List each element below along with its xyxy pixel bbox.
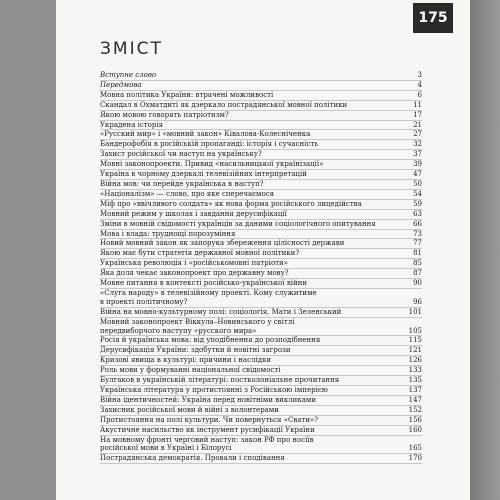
toc-entry-page: 39 xyxy=(413,160,422,169)
toc-entry-page: 63 xyxy=(413,209,422,218)
toc-entry-page: 105 xyxy=(408,326,422,335)
toc-entry-title: Війна мов: чи перейде українська в наступ? xyxy=(100,179,264,188)
toc-entry xyxy=(100,230,422,240)
toc-entry-title: Мовне питання в контексті російсько-української війни xyxy=(100,279,307,288)
toc-entry-title: Протистояння на полі культури. Чи повернуться «Свати»? xyxy=(100,415,319,424)
toc-entry-page: 152 xyxy=(408,405,422,414)
toc-entry-page: 27 xyxy=(413,130,422,139)
toc-entry-page: 3 xyxy=(417,71,422,79)
toc-entry xyxy=(100,220,422,230)
toc-entry-title: Мовний режим у школах і завдання дерусифікації xyxy=(100,209,287,218)
toc-entry xyxy=(100,396,422,406)
toc-entry-page: 87 xyxy=(413,269,422,278)
toc-entry xyxy=(100,190,422,200)
toc-entry-page: 126 xyxy=(408,356,422,365)
toc-entry xyxy=(100,289,422,308)
toc-entry-page: 101 xyxy=(408,307,422,316)
toc-entry xyxy=(100,180,422,190)
toc-entry-page: 77 xyxy=(413,239,422,248)
toc-entry-title: Мова і влада: труднощі порозуміння xyxy=(100,229,236,238)
page-title: ЗМІСТ xyxy=(100,39,163,59)
toc-entry-title: Кризові явища в культурі: причини і наслідки xyxy=(100,356,272,365)
toc-entry-title: Україна в чорному дзеркалі телевізійних інтерпретацій xyxy=(100,170,307,179)
toc-entry-title: Захист російської чи наступ на українську? xyxy=(100,150,262,159)
toc-entry-title: Українська революція і «російськомовні патріоти» xyxy=(100,259,288,268)
toc-entry-title: Якою мовою говорять патріотизм? xyxy=(100,110,229,119)
toc-entry-page: 50 xyxy=(413,179,422,188)
toc-entry xyxy=(100,101,422,111)
toc-entry xyxy=(100,160,422,170)
toc-entry xyxy=(100,346,422,356)
toc-entry-title: Зміни в мовній свідомості українців за даними соціологічного опитування xyxy=(100,219,376,228)
toc-entry-title: Передмова xyxy=(100,80,142,89)
toc-entry-title: «Слуга народу» в телевізійному проекті. Кому служитиме в проекті політичному? xyxy=(100,288,317,306)
table-of-contents xyxy=(100,71,422,464)
page-edge xyxy=(470,0,500,500)
toc-entry-page: 160 xyxy=(408,425,422,434)
toc-entry-title: Яка доля чекає законопроект про державну мову? xyxy=(100,269,289,278)
toc-entry-page: 17 xyxy=(413,110,422,119)
toc-entry-page: 73 xyxy=(413,229,422,238)
toc-entry xyxy=(100,249,422,259)
toc-entry-title: Украдена історія xyxy=(100,120,163,129)
toc-entry xyxy=(100,121,422,131)
toc-entry-title: Дерусифікація України: здобутки й новітні загрози xyxy=(100,346,291,355)
toc-entry-page: 165 xyxy=(408,444,422,453)
toc-entry xyxy=(100,406,422,416)
toc-entry-page: 6 xyxy=(417,90,422,99)
toc-entry xyxy=(100,239,422,249)
toc-entry-title: «Націоналізм» — слово, про яке сперечаємося xyxy=(100,189,275,198)
toc-entry-page: 66 xyxy=(413,219,422,228)
toc-entry xyxy=(100,366,422,376)
toc-entry-page: 156 xyxy=(408,415,422,424)
toc-entry xyxy=(100,356,422,366)
toc-entry-title: «Русский мир» і «мовний закон» Ківалова-Колесніченка xyxy=(100,130,311,139)
toc-entry xyxy=(100,318,422,337)
toc-entry-title: Українська література у протистоянні з Російською імперією xyxy=(100,386,328,394)
book-page xyxy=(56,0,470,500)
toc-entry xyxy=(100,170,422,180)
toc-entry-title: Мовні законопроекти. Привид «насильницької українізації» xyxy=(100,160,324,169)
toc-entry xyxy=(100,426,422,436)
toc-entry xyxy=(100,200,422,210)
toc-entry-title: Війна ідентичностей: Україна перед новітніми викликами xyxy=(100,395,316,404)
toc-entry xyxy=(100,308,422,318)
toc-entry xyxy=(100,436,422,455)
toc-entry xyxy=(100,130,422,140)
toc-entry-title: Скандал в Охматдиті як дзеркало пострадянської мовної політики xyxy=(100,100,348,109)
toc-entry-title: Новий мовний закон як запорука збереження цілісності держави xyxy=(100,239,345,248)
toc-entry-title: Мовний законопроект Віккула–Новинського у світлі передвиборчого наступу «русского мира» xyxy=(100,317,295,335)
toc-entry xyxy=(100,386,422,396)
toc-entry-title: Вступне слово xyxy=(100,71,157,79)
toc-entry-title: Пострадянська демократія. Провали і сподівання xyxy=(100,454,285,463)
toc-entry-page: 135 xyxy=(408,376,422,385)
toc-entry xyxy=(100,81,422,91)
toc-entry xyxy=(100,150,422,160)
toc-entry-page: 59 xyxy=(413,199,422,208)
toc-entry-title: Булгаков в українській літературі: постколоніальне прочитання xyxy=(100,376,340,385)
toc-entry xyxy=(100,336,422,346)
toc-entry-title: Якою має бути стратегія державної мовної політики? xyxy=(100,249,300,258)
toc-entry-title: Роль мови у формуванні національної свідомості xyxy=(100,366,281,375)
toc-entry-page: 47 xyxy=(413,170,422,179)
toc-entry-page: 96 xyxy=(413,297,422,306)
page-number: 175 xyxy=(413,3,453,33)
toc-entry xyxy=(100,111,422,121)
toc-entry-page: 115 xyxy=(408,336,422,345)
toc-entry-page: 170 xyxy=(408,454,422,463)
toc-entry xyxy=(100,91,422,101)
toc-entry-title: На мовному фронті черговий наступ: закон РФ про носіїв російської мови в Україні і Білорусі xyxy=(100,435,314,453)
toc-entry-page: 21 xyxy=(413,120,422,129)
toc-entry-page: 81 xyxy=(413,249,422,258)
toc-entry-page: 147 xyxy=(408,395,422,404)
toc-entry-page: 121 xyxy=(408,346,422,355)
toc-entry xyxy=(100,454,422,464)
toc-entry-page: 4 xyxy=(417,80,422,89)
toc-entry-page: 32 xyxy=(413,140,422,149)
toc-entry xyxy=(100,269,422,279)
toc-entry-page: 85 xyxy=(413,259,422,268)
toc-entry xyxy=(100,279,422,289)
toc-entry-page: 90 xyxy=(413,279,422,288)
toc-entry-title: Війна на мовно-культурному полі: соціологія, Мати і Зеленський xyxy=(100,307,342,316)
toc-entry-title: Росія й українська мова: від уподібнення до розподібнення xyxy=(100,336,321,345)
toc-entry-title: Захисник російської мови й війні з волонтерами xyxy=(100,405,279,414)
toc-entry xyxy=(100,71,422,81)
toc-entry-title: Міф про «ввічливого солдата» як нова форма російського лицедійства xyxy=(100,199,362,208)
toc-entry xyxy=(100,416,422,426)
toc-entry-page: 133 xyxy=(408,366,422,375)
toc-entry xyxy=(100,259,422,269)
toc-entry xyxy=(100,376,422,386)
toc-entry-title: Акустичне насильство як інструмент русифікації України xyxy=(100,425,315,434)
toc-entry xyxy=(100,210,422,220)
toc-entry-page: 137 xyxy=(408,386,422,394)
toc-entry-page: 11 xyxy=(413,100,422,109)
toc-entry xyxy=(100,140,422,150)
toc-entry-page: 54 xyxy=(413,189,422,198)
toc-entry-page: 37 xyxy=(413,150,422,159)
toc-entry-title: Мовна політика України: втрачені можливості xyxy=(100,90,274,99)
toc-entry-title: Бандерофобія в російській пропаганді: історія і сучасність xyxy=(100,140,319,149)
